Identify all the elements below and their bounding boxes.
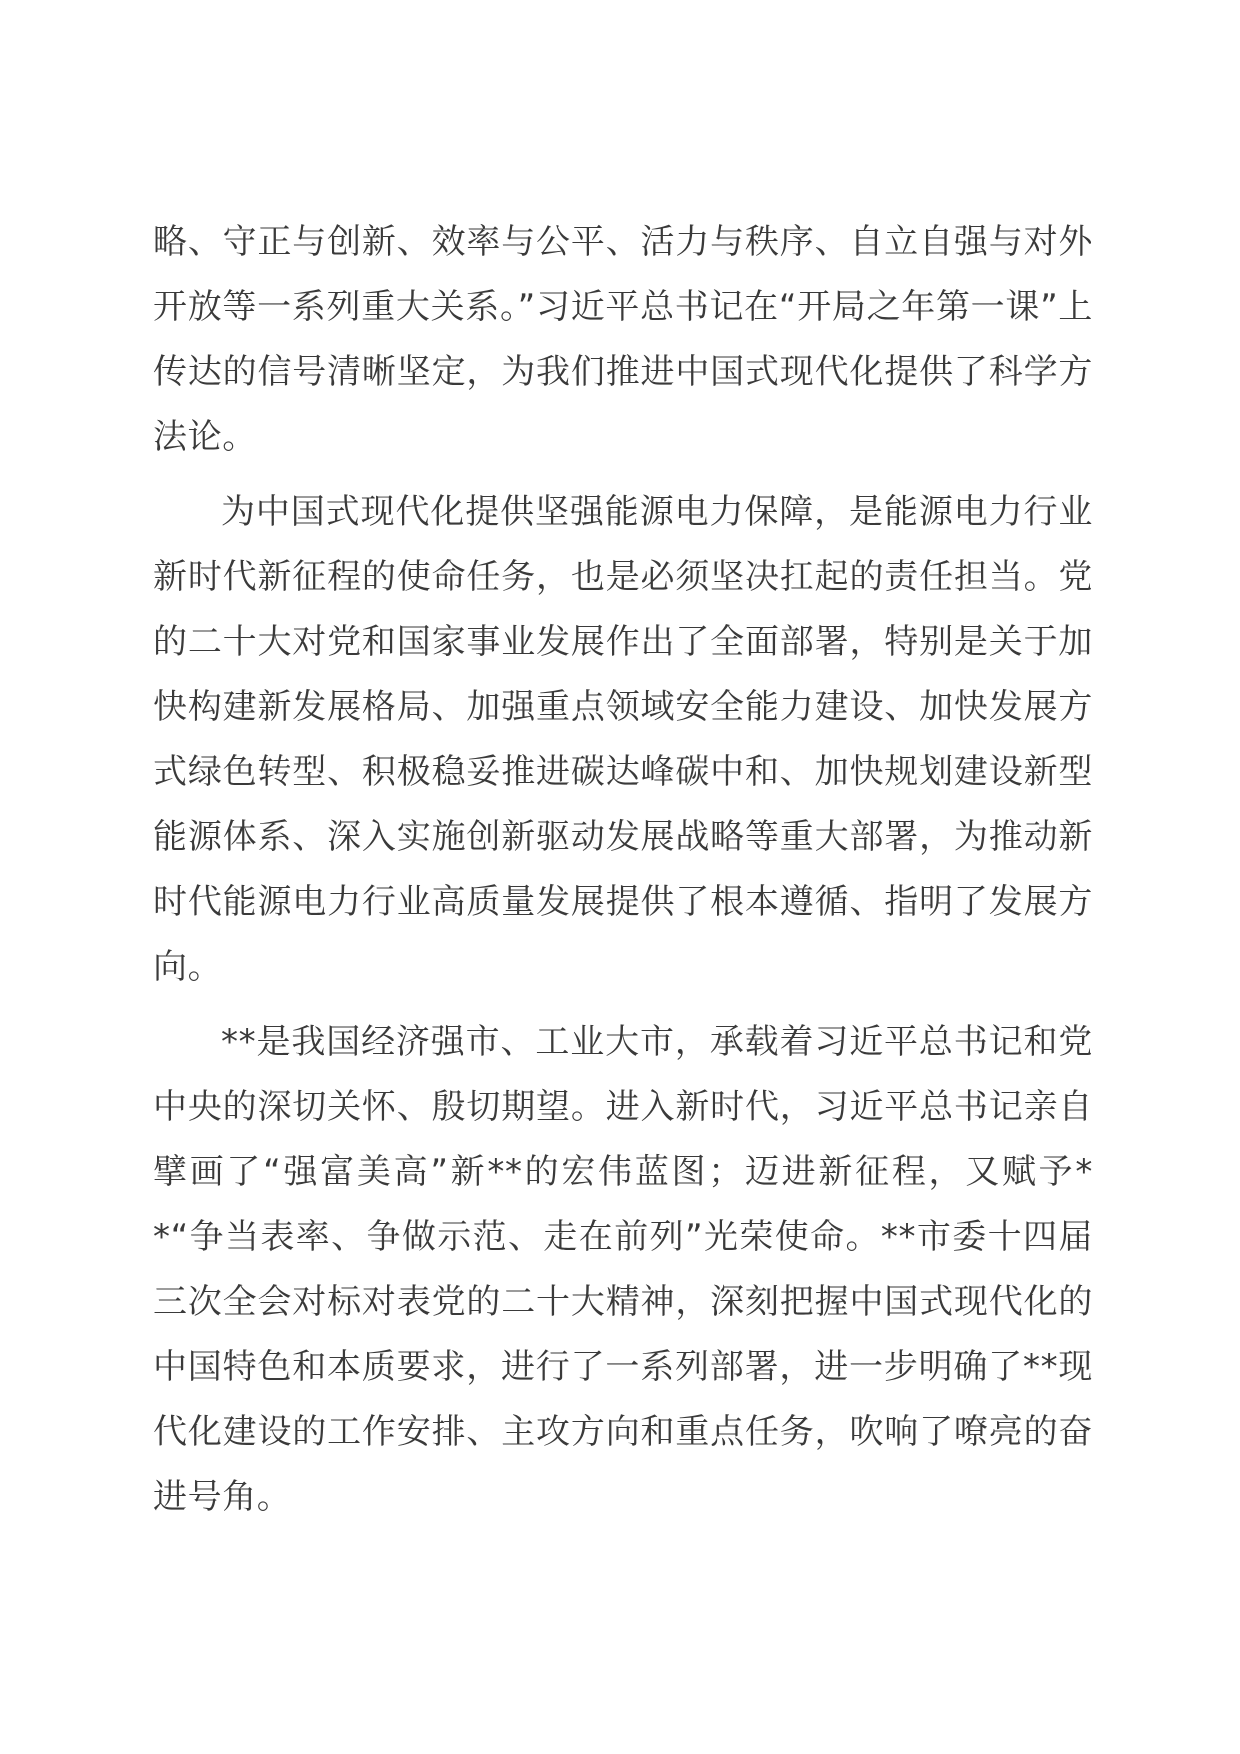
paragraph-energy-mission: 为中国式现代化提供坚强能源电力保障，是能源电力行业新时代新征程的使命任务，也是必须坚决扛起的责任担当。党的二十大对党和国家事业发展作出了全面部署，特别是关于加快构建新发展格局、加强重点领域安全能力建设、加快发展方式绿色转型、积极稳妥推进碳达峰碳中和、加快规划建设新型能源体系、深入实施创新驱动发展战略等重大部署，为推动新时代能源电力行业高质量发展提供了根本遵循、指明了发展方向。 — [153, 492, 1093, 987]
document-body — [153, 210, 1093, 1540]
paragraph-city-mission: **是我国经济强市、工业大市，承载着习近平总书记和党中央的深切关怀、殷切期望。进入新时代，习近平总书记亲自擘画了“强富美高”新**的宏伟蓝图；迈进新征程，又赋予**“争当表率、争做示范、走在前列”光荣使命。**市委十四届三次全会对标对表党的二十大精神，深刻把握中国式现代化的中国特色和本质要求，进行了一系列部署，进一步明确了**现代化建设的工作安排、主攻方向和重点任务，吹响了嘹亮的奋进号角。 — [153, 1022, 1093, 1517]
paragraph-continuation: 略、守正与创新、效率与公平、活力与秩序、自立自强与对外开放等一系列重大关系。”习近平总书记在“开局之年第一课”上传达的信号清晰坚定，为我们推进中国式现代化提供了科学方法论。 — [153, 222, 1093, 457]
